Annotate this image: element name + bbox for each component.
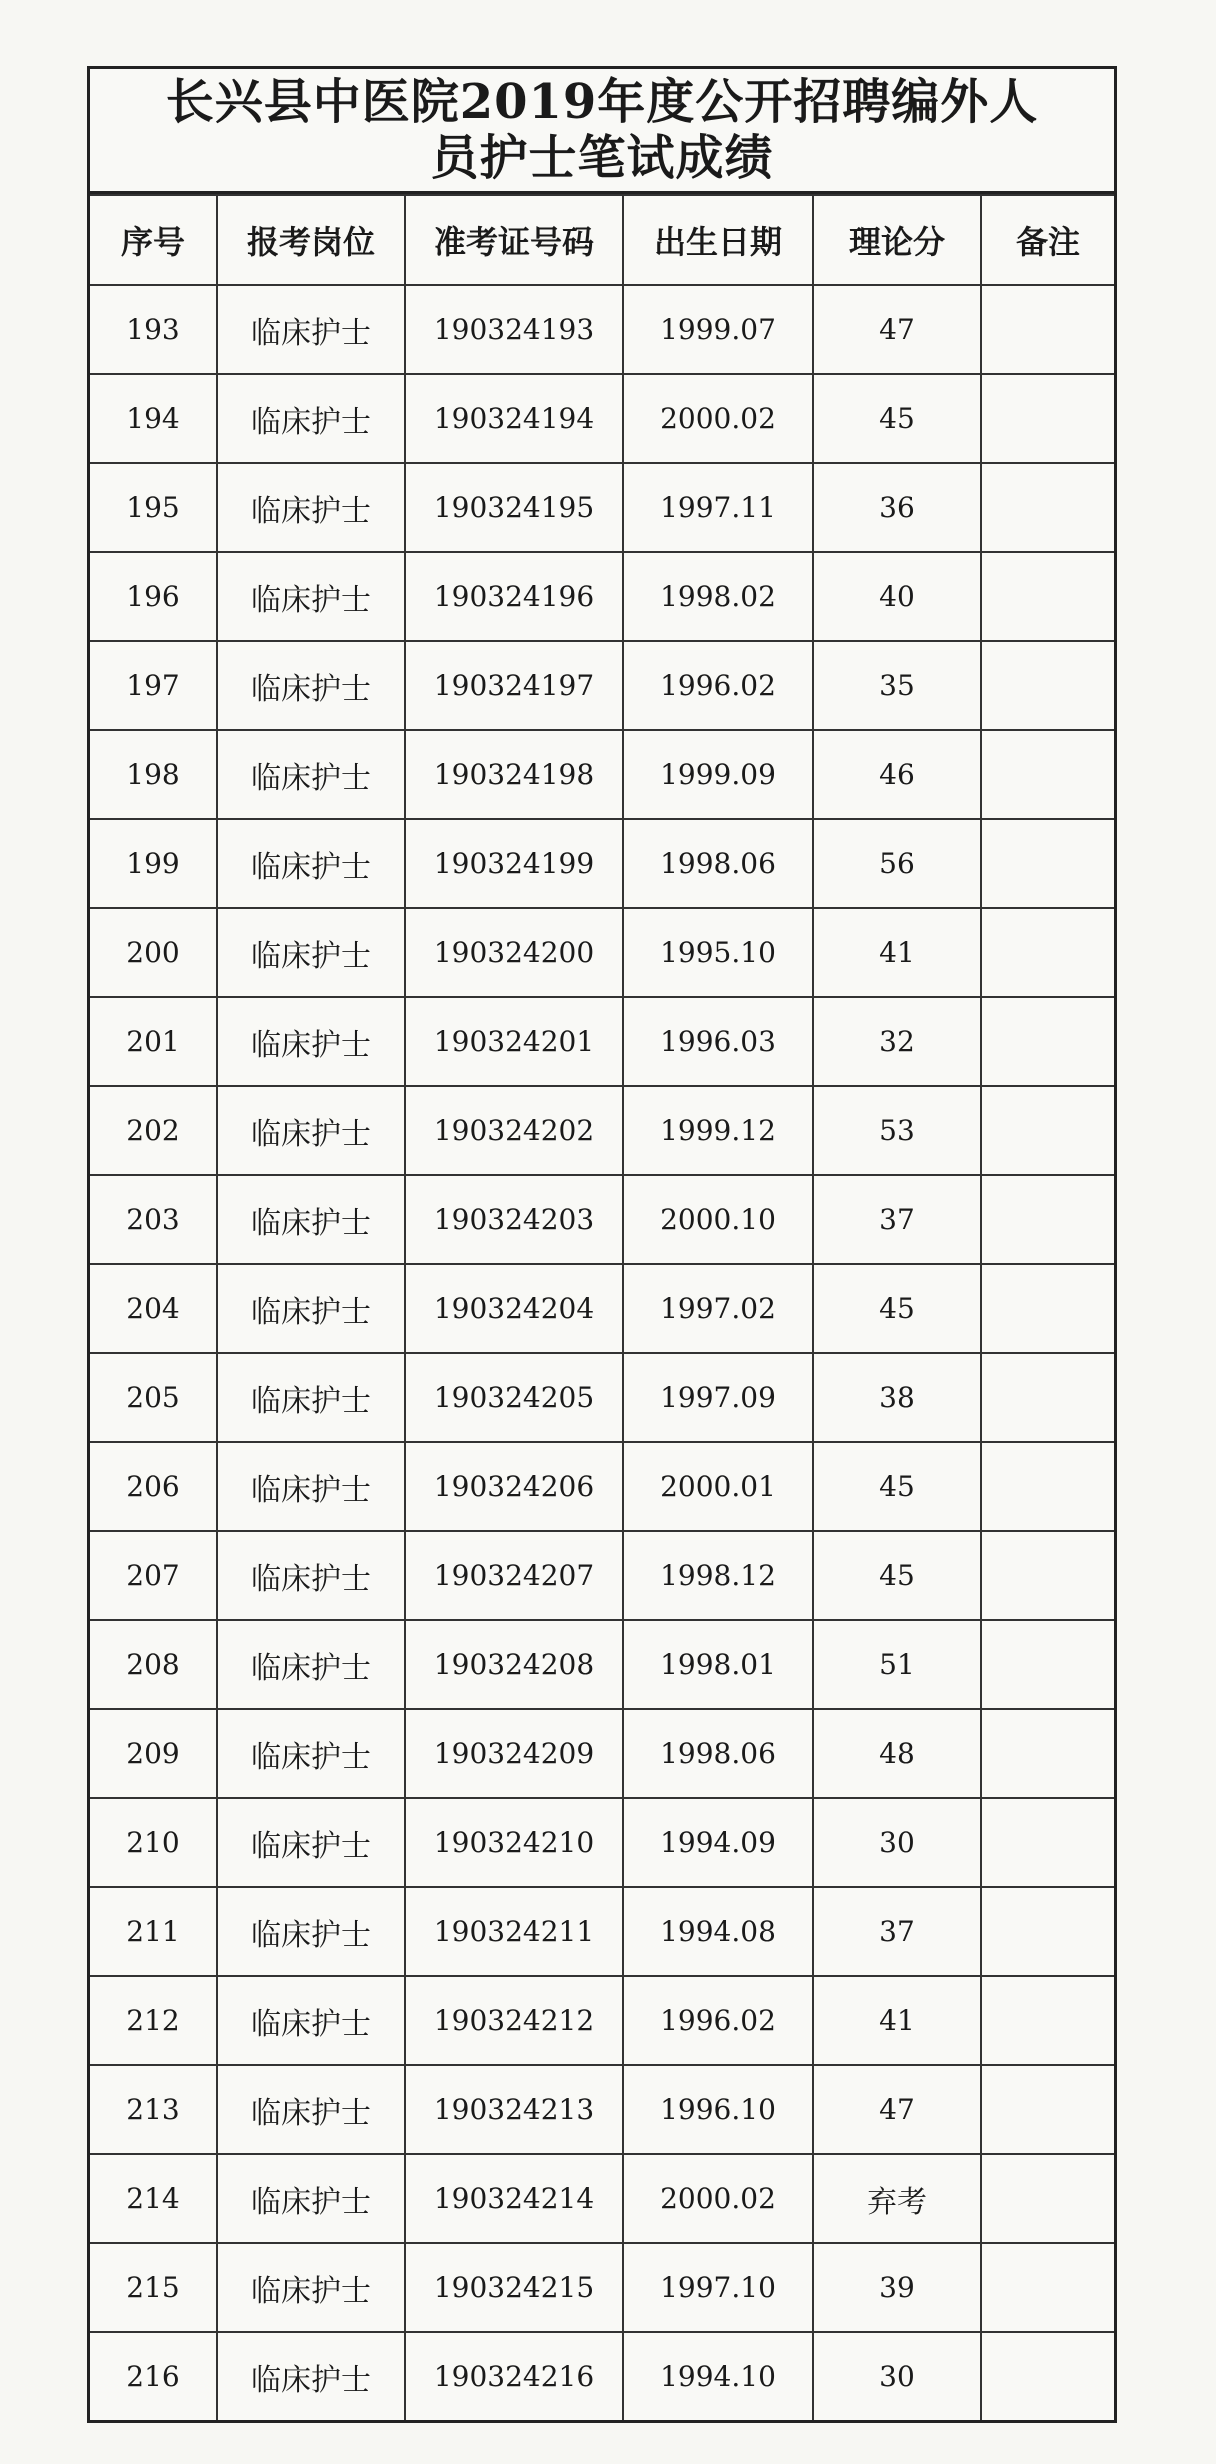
table-row: [90, 1531, 1114, 1620]
ticket-number-cell: 190324199: [405, 819, 623, 908]
header-position: 报考岗位: [217, 195, 405, 285]
serial-number-cell: 211: [90, 1887, 217, 1976]
ticket-number-cell: 190324216: [405, 2332, 623, 2420]
position-cell: 临床护士: [217, 1887, 405, 1976]
theory-score-cell: 36: [813, 463, 981, 552]
header-row: [90, 195, 1114, 285]
position-cell: 临床护士: [217, 1620, 405, 1709]
ticket-number-cell: 190324193: [405, 285, 623, 374]
theory-score-cell: 45: [813, 374, 981, 463]
header-remarks: 备注: [981, 195, 1114, 285]
birth-date-cell: 1997.02: [623, 1264, 813, 1353]
serial-number-cell: 195: [90, 463, 217, 552]
position-cell: 临床护士: [217, 1976, 405, 2065]
ticket-number-cell: 190324205: [405, 1353, 623, 1442]
table-row: [90, 1353, 1114, 1442]
remarks-cell: [981, 1531, 1114, 1620]
birth-date-cell: 1996.03: [623, 997, 813, 1086]
ticket-number-cell: 190324213: [405, 2065, 623, 2154]
ticket-number-cell: 190324214: [405, 2154, 623, 2243]
birth-date-cell: 1999.07: [623, 285, 813, 374]
theory-score-cell: 45: [813, 1442, 981, 1531]
remarks-cell: [981, 1264, 1114, 1353]
remarks-cell: [981, 552, 1114, 641]
table-row: [90, 997, 1114, 1086]
remarks-cell: [981, 730, 1114, 819]
birth-date-cell: 1997.10: [623, 2243, 813, 2332]
ticket-number-cell: 190324204: [405, 1264, 623, 1353]
table-row: [90, 1086, 1114, 1175]
remarks-cell: [981, 374, 1114, 463]
theory-score-cell: 39: [813, 2243, 981, 2332]
remarks-cell: [981, 1798, 1114, 1887]
position-cell: 临床护士: [217, 2065, 405, 2154]
serial-number-cell: 213: [90, 2065, 217, 2154]
birth-date-cell: 1999.09: [623, 730, 813, 819]
ticket-number-cell: 190324202: [405, 1086, 623, 1175]
position-cell: 临床护士: [217, 1264, 405, 1353]
birth-date-cell: 1998.12: [623, 1531, 813, 1620]
birth-date-cell: 2000.02: [623, 374, 813, 463]
table-row: [90, 285, 1114, 374]
remarks-cell: [981, 819, 1114, 908]
theory-score-cell: 37: [813, 1887, 981, 1976]
theory-score-cell: 51: [813, 1620, 981, 1709]
theory-score-cell: 48: [813, 1709, 981, 1798]
score-sheet: [87, 66, 1117, 2423]
birth-date-cell: 1994.09: [623, 1798, 813, 1887]
birth-date-cell: 1998.02: [623, 552, 813, 641]
serial-number-cell: 206: [90, 1442, 217, 1531]
position-cell: 临床护士: [217, 285, 405, 374]
remarks-cell: [981, 1086, 1114, 1175]
table-row: [90, 1175, 1114, 1264]
ticket-number-cell: 190324194: [405, 374, 623, 463]
birth-date-cell: 1998.06: [623, 819, 813, 908]
document-title: 长兴县中医院2019年度公开招聘编外人员护士笔试成绩: [90, 69, 1114, 194]
table-row: [90, 1709, 1114, 1798]
theory-score-cell: 38: [813, 1353, 981, 1442]
ticket-number-cell: 190324207: [405, 1531, 623, 1620]
remarks-cell: [981, 1976, 1114, 2065]
table-row: [90, 1798, 1114, 1887]
table-row: [90, 1887, 1114, 1976]
birth-date-cell: 2000.02: [623, 2154, 813, 2243]
ticket-number-cell: 190324210: [405, 1798, 623, 1887]
ticket-number-cell: 190324198: [405, 730, 623, 819]
serial-number-cell: 216: [90, 2332, 217, 2420]
serial-number-cell: 194: [90, 374, 217, 463]
serial-number-cell: 203: [90, 1175, 217, 1264]
serial-number-cell: 210: [90, 1798, 217, 1887]
birth-date-cell: 1995.10: [623, 908, 813, 997]
position-cell: 临床护士: [217, 641, 405, 730]
serial-number-cell: 209: [90, 1709, 217, 1798]
birth-date-cell: 1998.01: [623, 1620, 813, 1709]
ticket-number-cell: 190324196: [405, 552, 623, 641]
birth-date-cell: 1996.10: [623, 2065, 813, 2154]
theory-score-cell: 32: [813, 997, 981, 1086]
remarks-cell: [981, 1353, 1114, 1442]
ticket-number-cell: 190324208: [405, 1620, 623, 1709]
birth-date-cell: 1996.02: [623, 641, 813, 730]
position-cell: 临床护士: [217, 997, 405, 1086]
table-row: [90, 2332, 1114, 2420]
table-row: [90, 1976, 1114, 2065]
remarks-cell: [981, 463, 1114, 552]
serial-number-cell: 207: [90, 1531, 217, 1620]
theory-score-cell: 40: [813, 552, 981, 641]
serial-number-cell: 214: [90, 2154, 217, 2243]
ticket-number-cell: 190324212: [405, 1976, 623, 2065]
remarks-cell: [981, 2065, 1114, 2154]
table-row: [90, 1620, 1114, 1709]
remarks-cell: [981, 997, 1114, 1086]
table-row: [90, 1264, 1114, 1353]
position-cell: 临床护士: [217, 1442, 405, 1531]
table-row: [90, 908, 1114, 997]
serial-number-cell: 196: [90, 552, 217, 641]
serial-number-cell: 215: [90, 2243, 217, 2332]
theory-score-cell: 45: [813, 1531, 981, 1620]
header-ticket-number: 准考证号码: [405, 195, 623, 285]
remarks-cell: [981, 908, 1114, 997]
table-row: [90, 819, 1114, 908]
theory-score-cell: 56: [813, 819, 981, 908]
theory-score-cell: 41: [813, 1976, 981, 2065]
table-row: [90, 2065, 1114, 2154]
birth-date-cell: 1994.10: [623, 2332, 813, 2420]
position-cell: 临床护士: [217, 908, 405, 997]
birth-date-cell: 1994.08: [623, 1887, 813, 1976]
birth-date-cell: 1998.06: [623, 1709, 813, 1798]
position-cell: 临床护士: [217, 2332, 405, 2420]
theory-score-cell: 41: [813, 908, 981, 997]
header-serial-number: 序号: [90, 195, 217, 285]
serial-number-cell: 198: [90, 730, 217, 819]
position-cell: 临床护士: [217, 1086, 405, 1175]
remarks-cell: [981, 1175, 1114, 1264]
theory-score-cell: 37: [813, 1175, 981, 1264]
theory-score-cell: 30: [813, 1798, 981, 1887]
birth-date-cell: 1999.12: [623, 1086, 813, 1175]
remarks-cell: [981, 641, 1114, 730]
table-row: [90, 1442, 1114, 1531]
serial-number-cell: 204: [90, 1264, 217, 1353]
serial-number-cell: 200: [90, 908, 217, 997]
theory-score-cell: 35: [813, 641, 981, 730]
table-row: [90, 463, 1114, 552]
table-body: [90, 285, 1114, 2420]
serial-number-cell: 212: [90, 1976, 217, 2065]
position-cell: 临床护士: [217, 1798, 405, 1887]
header-birth-date: 出生日期: [623, 195, 813, 285]
remarks-cell: [981, 1887, 1114, 1976]
table-row: [90, 552, 1114, 641]
remarks-cell: [981, 2243, 1114, 2332]
birth-date-cell: 2000.10: [623, 1175, 813, 1264]
serial-number-cell: 197: [90, 641, 217, 730]
ticket-number-cell: 190324200: [405, 908, 623, 997]
serial-number-cell: 193: [90, 285, 217, 374]
table-row: [90, 730, 1114, 819]
position-cell: 临床护士: [217, 819, 405, 908]
ticket-number-cell: 190324201: [405, 997, 623, 1086]
theory-score-cell: 46: [813, 730, 981, 819]
score-table: [90, 194, 1114, 2420]
ticket-number-cell: 190324206: [405, 1442, 623, 1531]
position-cell: 临床护士: [217, 1709, 405, 1798]
theory-score-cell: 30: [813, 2332, 981, 2420]
table-row: [90, 2154, 1114, 2243]
serial-number-cell: 208: [90, 1620, 217, 1709]
ticket-number-cell: 190324209: [405, 1709, 623, 1798]
remarks-cell: [981, 1709, 1114, 1798]
remarks-cell: [981, 1620, 1114, 1709]
theory-score-cell: 弃考: [813, 2154, 981, 2243]
theory-score-cell: 45: [813, 1264, 981, 1353]
serial-number-cell: 202: [90, 1086, 217, 1175]
theory-score-cell: 47: [813, 2065, 981, 2154]
remarks-cell: [981, 1442, 1114, 1531]
theory-score-cell: 53: [813, 1086, 981, 1175]
ticket-number-cell: 190324211: [405, 1887, 623, 1976]
position-cell: 临床护士: [217, 374, 405, 463]
table-row: [90, 641, 1114, 730]
birth-date-cell: 1997.11: [623, 463, 813, 552]
remarks-cell: [981, 2332, 1114, 2420]
ticket-number-cell: 190324203: [405, 1175, 623, 1264]
remarks-cell: [981, 285, 1114, 374]
position-cell: 临床护士: [217, 552, 405, 641]
ticket-number-cell: 190324215: [405, 2243, 623, 2332]
birth-date-cell: 1997.09: [623, 1353, 813, 1442]
serial-number-cell: 199: [90, 819, 217, 908]
header-theory-score: 理论分: [813, 195, 981, 285]
position-cell: 临床护士: [217, 1175, 405, 1264]
birth-date-cell: 1996.02: [623, 1976, 813, 2065]
table-row: [90, 374, 1114, 463]
position-cell: 临床护士: [217, 463, 405, 552]
position-cell: 临床护士: [217, 2154, 405, 2243]
position-cell: 临床护士: [217, 1531, 405, 1620]
remarks-cell: [981, 2154, 1114, 2243]
serial-number-cell: 201: [90, 997, 217, 1086]
position-cell: 临床护士: [217, 2243, 405, 2332]
serial-number-cell: 205: [90, 1353, 217, 1442]
position-cell: 临床护士: [217, 1353, 405, 1442]
birth-date-cell: 2000.01: [623, 1442, 813, 1531]
table-row: [90, 2243, 1114, 2332]
position-cell: 临床护士: [217, 730, 405, 819]
ticket-number-cell: 190324197: [405, 641, 623, 730]
ticket-number-cell: 190324195: [405, 463, 623, 552]
theory-score-cell: 47: [813, 285, 981, 374]
